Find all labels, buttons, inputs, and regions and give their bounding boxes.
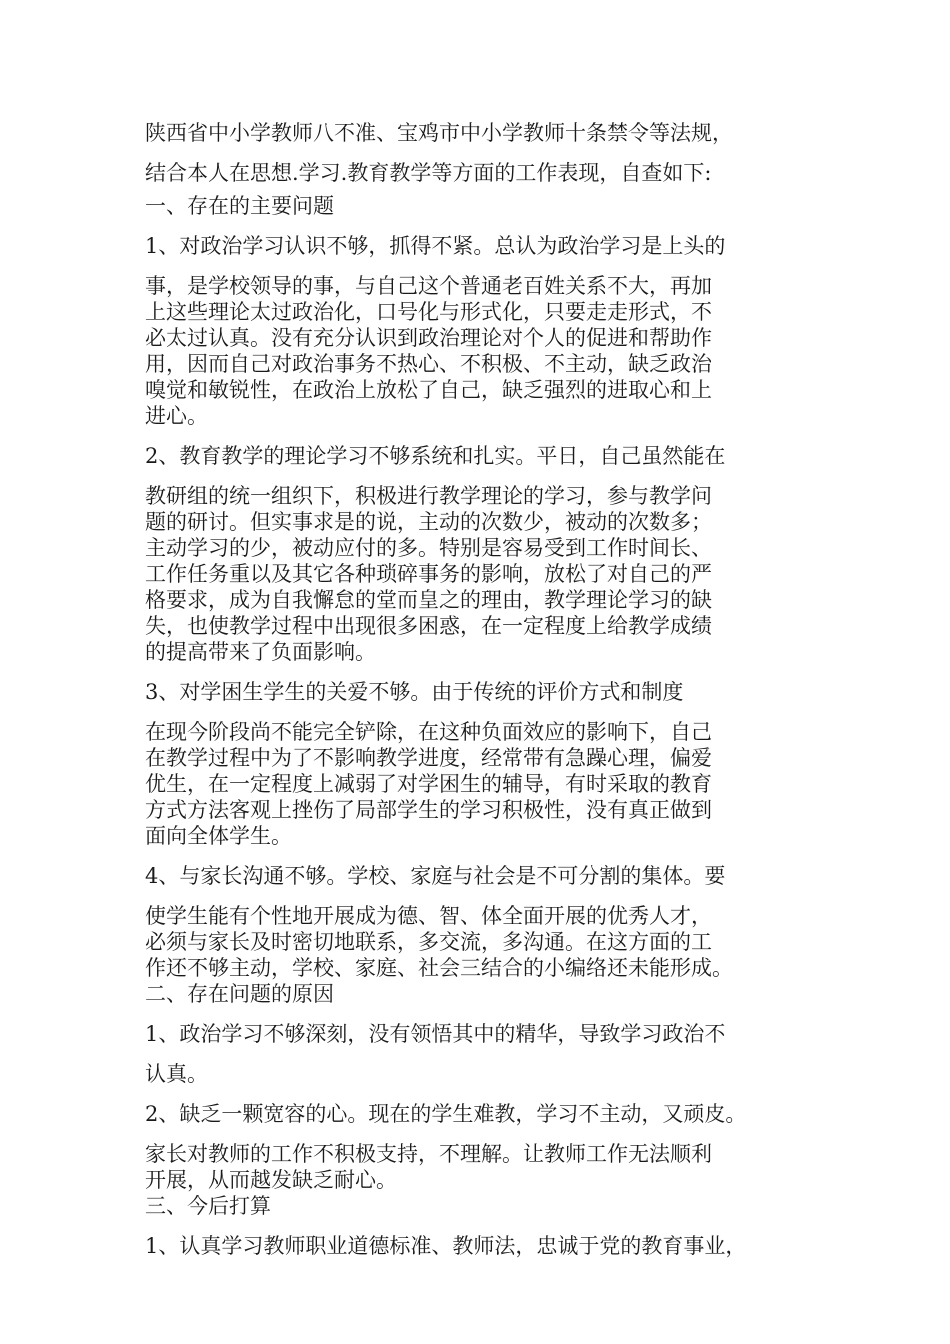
text-line: 认真。 (145, 1062, 208, 1086)
text-line: 主动学习的少，被动应付的多。特别是容易受到工作时间长、 (145, 536, 712, 560)
text-line: 开展，从而越发缺乏耐心。 (145, 1168, 397, 1192)
document-body (145, 120, 830, 1259)
text-line: 上这些理论太过政治化，口号化与形式化，只要走走形式，不 (145, 300, 712, 324)
text-line: 在教学过程中为了不影响教学进度，经常带有急躁心理，偏爱 (145, 746, 712, 770)
text-line: 1、认真学习教师职业道德标准、教师法，忠诚于党的教育事业， (145, 1234, 747, 1258)
section-heading: 二、存在问题的原因 (145, 982, 334, 1006)
text-line: 作还不够主动，学校、家庭、社会三结合的小编络还未能形成。 (145, 956, 733, 980)
text-line: 事，是学校领导的事，与自己这个普通老百姓关系不大，再加 (145, 274, 712, 298)
text-line: 教研组的统一组织下，积极进行教学理论的学习，参与教学问 (145, 484, 712, 508)
text-line: 工作任务重以及其它各种琐碎事务的影响，放松了对自己的严 (145, 562, 712, 586)
text-line: 方式方法客观上挫伤了局部学生的学习积极性，没有真正做到 (145, 798, 712, 822)
section-heading: 一、存在的主要问题 (145, 194, 334, 218)
text-line: 陕西省中小学教师八不准、宝鸡市中小学教师十条禁令等法规， (145, 121, 733, 145)
text-line: 面向全体学生。 (145, 824, 292, 848)
text-line: 在现今阶段尚不能完全铲除，在这种负面效应的影响下，自己 (145, 720, 712, 744)
text-line: 进心。 (145, 404, 208, 428)
text-line: 用，因而自己对政治事务不热心、不积极、不主动，缺乏政治 (145, 352, 712, 376)
text-line: 2、缺乏一颗宽容的心。现在的学生难教，学习不主动，又顽皮。 (145, 1102, 747, 1126)
text-line: 失，也使教学过程中出现很多困惑，在一定程度上给教学成绩 (145, 614, 712, 638)
text-line: 使学生能有个性地开展成为德、智、体全面开展的优秀人才， (145, 904, 712, 928)
text-line: 优生，在一定程度上减弱了对学困生的辅导，有时采取的教育 (145, 772, 712, 796)
text-line: 3、对学困生学生的关爱不够。由于传统的评价方式和制度 (145, 680, 684, 704)
text-line: 1、对政治学习认识不够，抓得不紧。总认为政治学习是上头的 (145, 234, 726, 258)
text-line: 必须与家长及时密切地联系，多交流，多沟通。在这方面的工 (145, 930, 712, 954)
text-line: 格要求，成为自我懈怠的堂而皇之的理由，教学理论学习的缺 (145, 588, 712, 612)
section-heading: 三、今后打算 (145, 1194, 271, 1218)
text-line: 1、政治学习不够深刻，没有领悟其中的精华，导致学习政治不 (145, 1022, 726, 1046)
text-line: 题的研讨。但实事求是的说，主动的次数少，被动的次数多； (145, 510, 712, 534)
text-line: 的提高带来了负面影响。 (145, 640, 376, 664)
text-line: 4、与家长沟通不够。学校、家庭与社会是不可分割的集体。要 (145, 864, 726, 888)
text-line: 必太过认真。没有充分认识到政治理论对个人的促进和帮助作 (145, 326, 712, 350)
text-line: 嗅觉和敏锐性，在政治上放松了自己，缺乏强烈的进取心和上 (145, 378, 712, 402)
text-line: 家长对教师的工作不积极支持，不理解。让教师工作无法顺利 (145, 1142, 712, 1166)
text-line: 结合本人在思想.学习.教育教学等方面的工作表现，自查如下: (145, 161, 712, 185)
text-line: 2、教育教学的理论学习不够系统和扎实。平日，自己虽然能在 (145, 444, 726, 468)
